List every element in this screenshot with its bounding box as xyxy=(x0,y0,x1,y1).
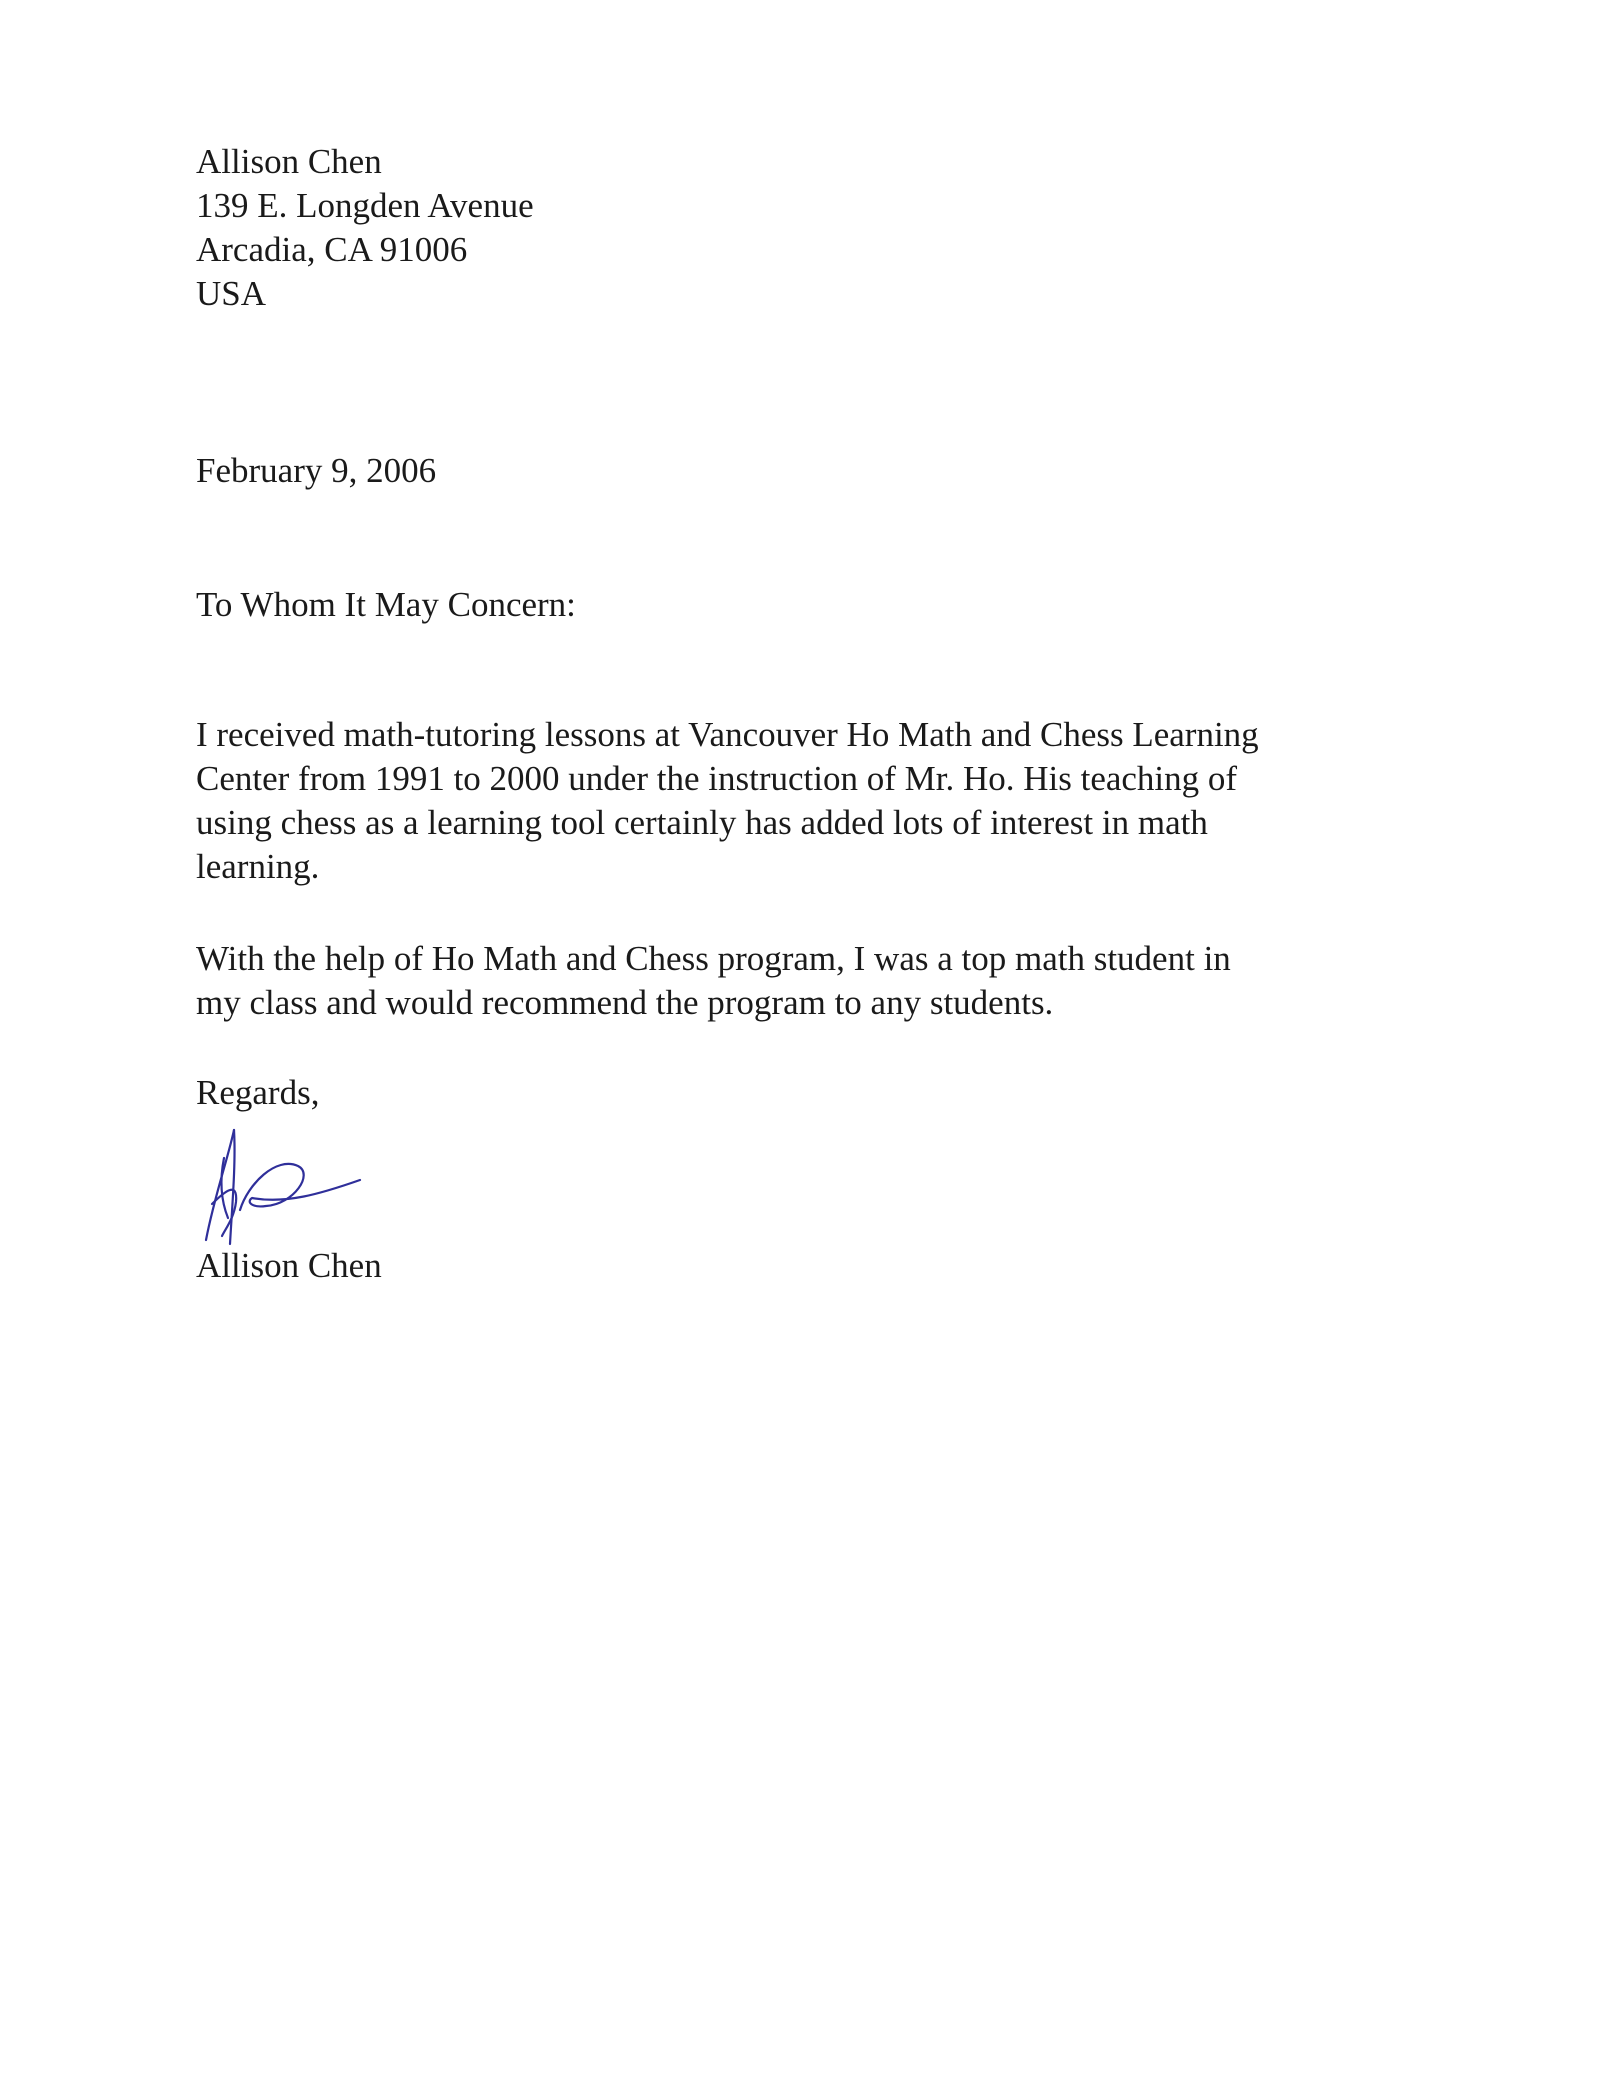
letter-date: February 9, 2006 xyxy=(196,451,437,490)
body-line: With the help of Ho Math and Chess program, I was a top math student in xyxy=(196,939,1231,978)
body-line: using chess as a learning tool certainly has added lots of interest in math xyxy=(196,803,1208,842)
body-line: learning. xyxy=(196,847,320,886)
body-line: I received math-tutoring lessons at Vancouver Ho Math and Chess Learning xyxy=(196,715,1259,754)
sender-city-state-zip: Arcadia, CA 91006 xyxy=(196,230,468,269)
sender-address xyxy=(196,140,534,316)
sender-country: USA xyxy=(196,274,267,313)
body-line: Center from 1991 to 2000 under the instruction of Mr. Ho. His teaching of xyxy=(196,759,1238,798)
body-paragraph-1 xyxy=(196,713,1259,889)
closing: Regards, xyxy=(196,1073,320,1112)
signature-stroke xyxy=(240,1164,360,1210)
salutation: To Whom It May Concern: xyxy=(196,585,576,624)
sender-name: Allison Chen xyxy=(196,142,382,181)
handwritten-signature xyxy=(190,1118,380,1254)
body-line: my class and would recommend the program to any students. xyxy=(196,983,1054,1022)
body-paragraph-2 xyxy=(196,937,1231,1025)
signed-name: Allison Chen xyxy=(196,1246,382,1285)
sender-street: 139 E. Longden Avenue xyxy=(196,186,534,225)
